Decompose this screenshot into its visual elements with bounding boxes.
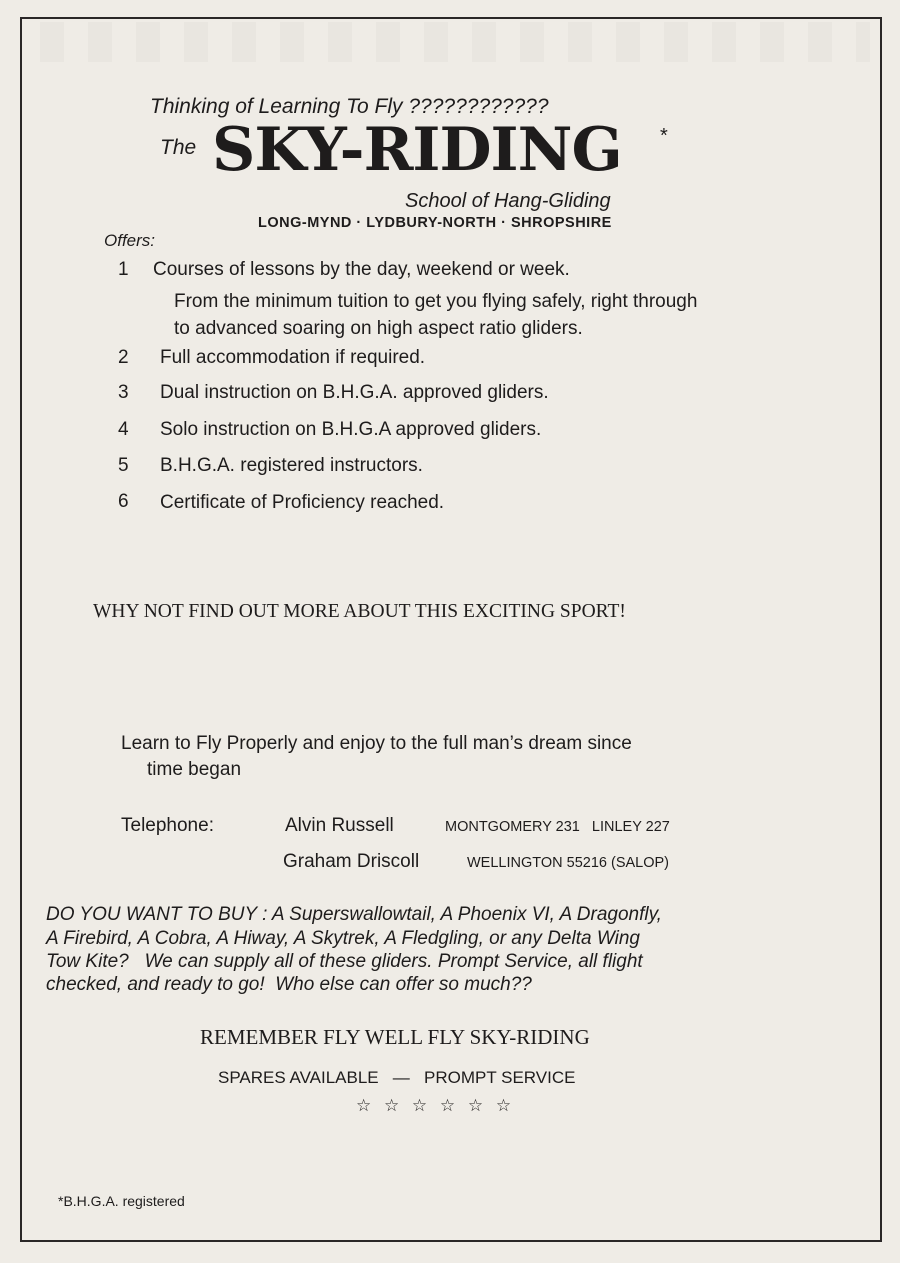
- brand-headline: SKY-RIDING: [212, 115, 622, 185]
- offer-text: Courses of lessons by the day, weekend or week.: [153, 259, 570, 280]
- offer-detail: to advanced soaring on high aspect ratio gliders.: [174, 318, 583, 339]
- offer-number: 5: [118, 455, 129, 476]
- remember-slogan: REMEMBER FLY WELL FLY SKY-RIDING: [200, 1025, 590, 1049]
- offers-label: Offers:: [104, 231, 156, 250]
- learn-line: Learn to Fly Properly and enjoy to the full man’s dream since: [121, 733, 632, 754]
- offer-detail: From the minimum tuition to get you flying safely, right through: [174, 291, 698, 312]
- subtitle: School of Hang-Gliding: [405, 190, 611, 212]
- contact-name: Alvin Russell: [285, 815, 394, 836]
- buy-line: checked, and ready to go! Who else can offer so much??: [46, 974, 532, 995]
- offer-number: 1: [118, 259, 129, 280]
- offer-number: 3: [118, 382, 129, 403]
- contact-phone: MONTGOMERY 231 LINLEY 227: [445, 819, 670, 835]
- learn-line: time began: [147, 759, 242, 780]
- contact-name: Graham Driscoll: [283, 851, 420, 872]
- offer-text: Solo instruction on B.H.G.A approved gliders.: [160, 419, 542, 440]
- contact-phone: WELLINGTON 55216 (SALOP): [467, 855, 670, 871]
- why-not-headline: WHY NOT FIND OUT MORE ABOUT THIS EXCITING SPORT!: [93, 601, 626, 622]
- buy-line: DO YOU WANT TO BUY : A Superswallowtail, A Phoenix VI, A Dragonfly,: [46, 904, 662, 925]
- offer-text: Dual instruction on B.H.G.A. approved gliders.: [160, 382, 549, 403]
- offer-number: 2: [118, 347, 129, 368]
- buy-line: A Firebird, A Cobra, A Hiway, A Skytrek, A Fledgling, or any Delta Wing: [46, 928, 640, 949]
- the-label: The: [160, 136, 197, 159]
- tagline: Thinking of Learning To Fly ????????????: [150, 95, 549, 118]
- star-row-icon: ☆ ☆ ☆ ☆ ☆ ☆: [356, 1096, 516, 1115]
- offer-text: Certificate of Proficiency reached.: [160, 492, 445, 513]
- telephone-label: Telephone:: [121, 815, 214, 836]
- offer-text: Full accommodation if required.: [160, 347, 426, 368]
- offer-number: 6: [118, 491, 129, 512]
- footnote: *B.H.G.A. registered: [58, 1193, 185, 1209]
- offer-text: B.H.G.A. registered instructors.: [160, 455, 423, 476]
- offer-number: 4: [118, 419, 129, 440]
- buy-line: Tow Kite? We can supply all of these gliders. Prompt Service, all flight: [46, 951, 643, 972]
- brand-asterisk: *: [660, 125, 668, 147]
- spares-line: SPARES AVAILABLE — PROMPT SERVICE: [218, 1068, 576, 1087]
- location: LONG-MYND · LYDBURY-NORTH · SHROPSHIRE: [258, 215, 612, 231]
